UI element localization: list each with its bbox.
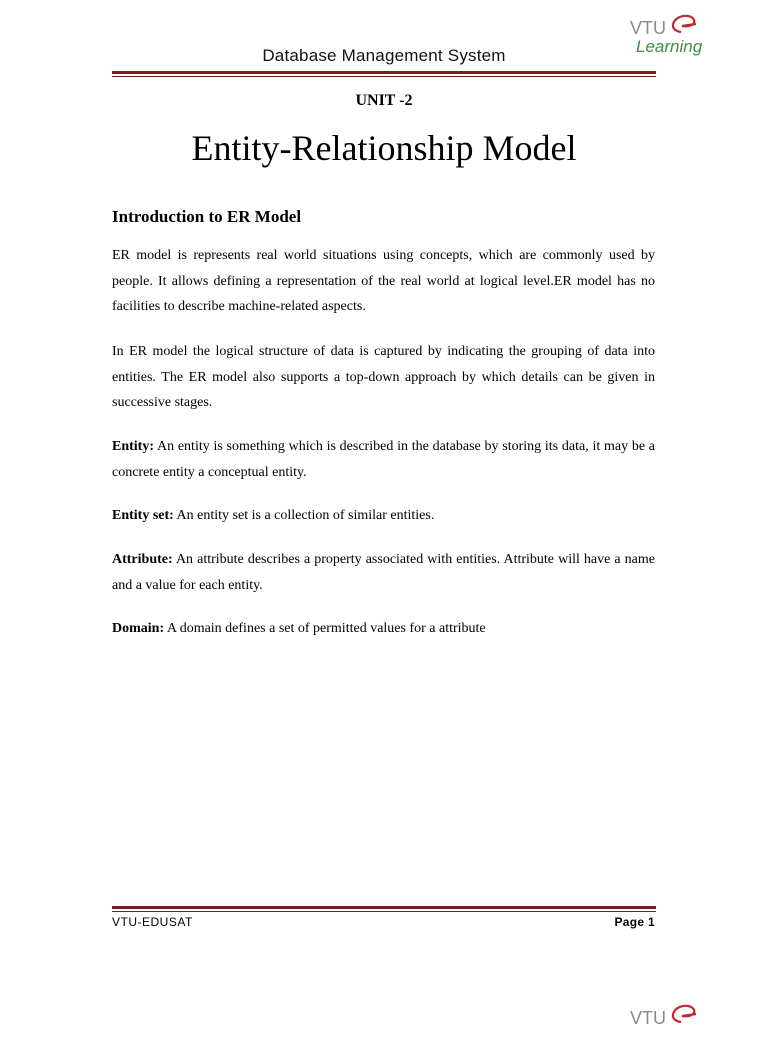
definition-term: Attribute: (112, 552, 173, 567)
vtu-elearning-logo-next-page (626, 1000, 716, 1050)
definition-term: Entity: (112, 439, 154, 454)
unit-label: UNIT -2 (355, 92, 413, 109)
page-title: Entity-Relationship Model (191, 128, 577, 168)
logo-vtu-text: VTU (630, 18, 666, 38)
footer-rule (112, 906, 656, 909)
header-rule (112, 71, 656, 74)
paragraph-structure: In ER model the logical structure of data is captured by indicating the grouping of data into entities. The ER model also supports a top-down approach by which details can be given in successive stages. (112, 344, 655, 410)
definition-text: A domain defines a set of permitted values for a attribute (164, 621, 486, 636)
definition-term: Domain: (112, 621, 165, 636)
definition-domain (112, 616, 655, 642)
logo-e-swoosh-icon (673, 1006, 696, 1022)
page-number: Page 1 (614, 915, 655, 929)
section-heading: Introduction to ER Model (112, 207, 302, 226)
definition-entity (112, 434, 655, 485)
logo-vtu-text: VTU (630, 1008, 666, 1028)
logo-e-swoosh-icon (673, 16, 696, 32)
definition-text: An entity is something which is described in the database by storing its data, it may be a concrete entity a conceptual entity. (112, 439, 655, 480)
logo-learning-text: Learning (636, 37, 703, 56)
header-rule-thin (112, 76, 656, 77)
definition-term: Entity set: (112, 508, 174, 523)
definition-entity-set (112, 503, 655, 529)
footer-label: VTU-EDUSAT (112, 915, 193, 929)
footer-rule-thin (112, 911, 656, 912)
running-header: Database Management System (262, 46, 506, 65)
definition-attribute (112, 547, 655, 598)
paragraph-intro: ER model is represents real world situations using concepts, which are commonly used by people. It allows defining a representation of the real world at logical level.ER model has no facilities to describe machine-related aspects. (112, 248, 655, 314)
definition-text: An entity set is a collection of similar entities. (173, 508, 435, 523)
definition-text: An attribute describes a property associated with entities. Attribute will have a name and a value for each entity. (112, 552, 655, 593)
